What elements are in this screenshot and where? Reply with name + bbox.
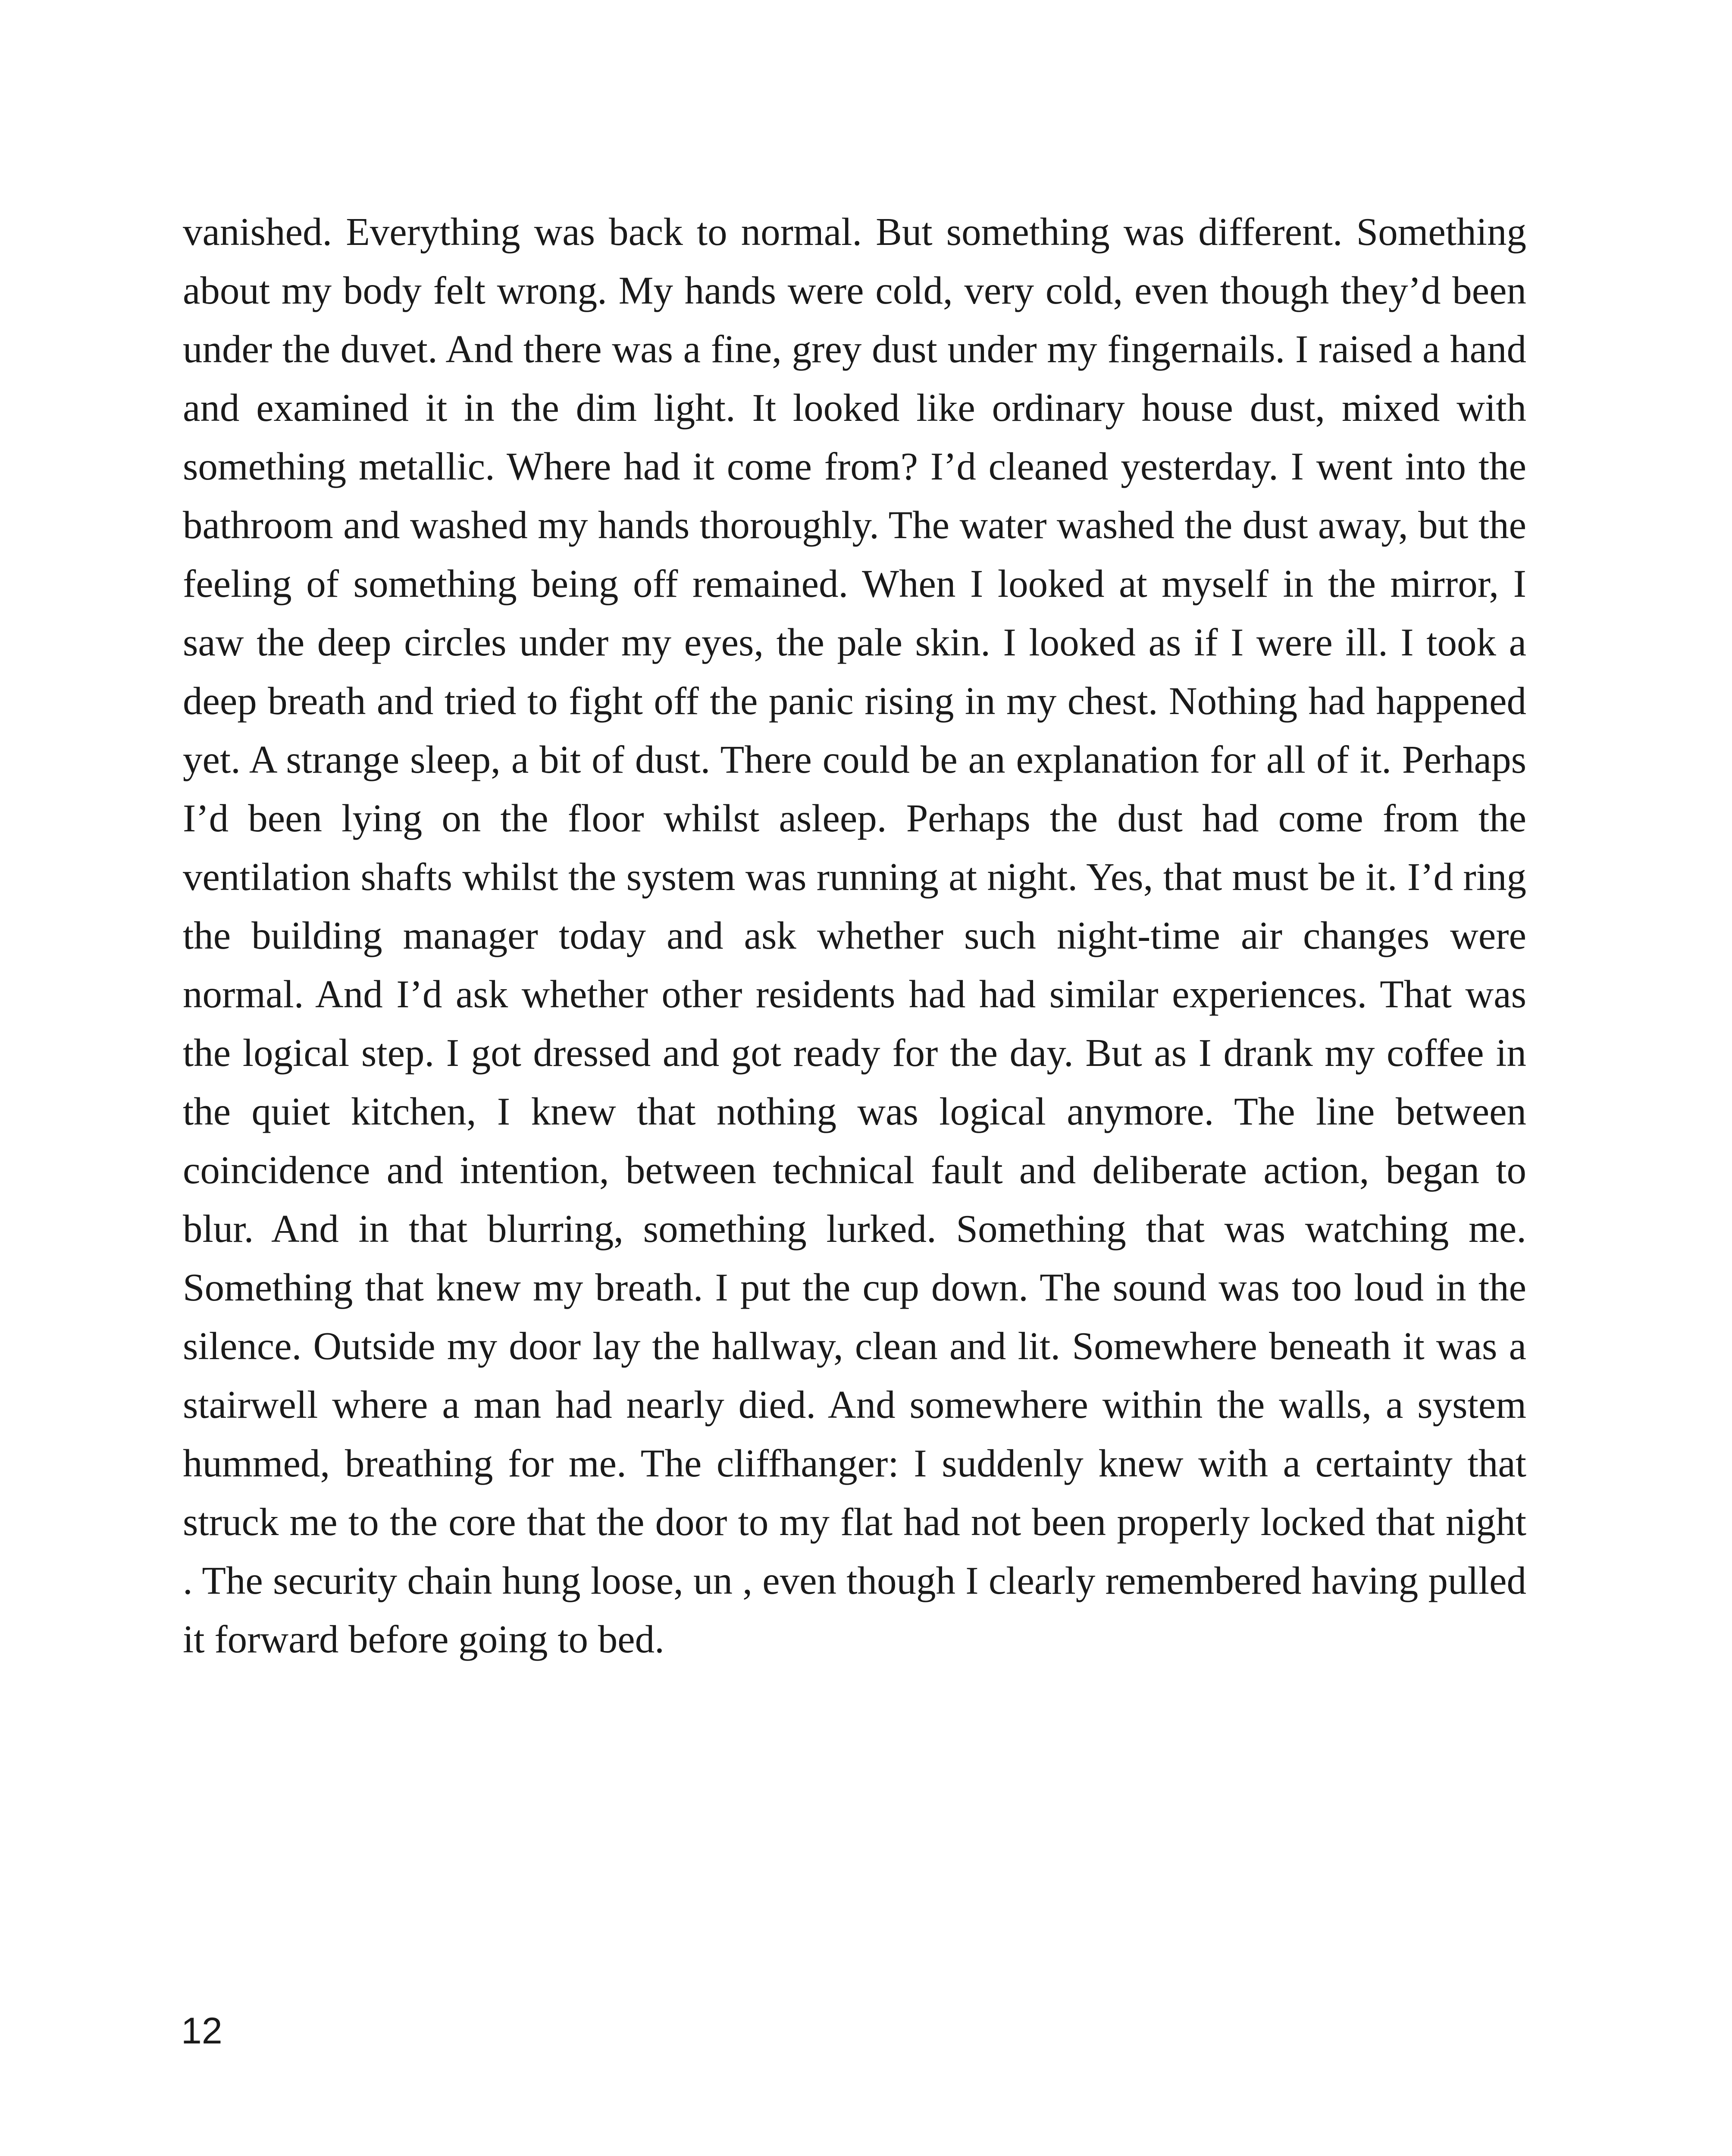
body-paragraph: vanished. Everything was back to normal. But something was different. Something about my body felt wrong. My hands were cold, very cold, even though they’d been under the duvet. And there was a fine, grey dust under my fingernails. I raised a hand and examined it in the dim light. It looked like ordinary house dust, mixed with something metallic. Where had it come from? I’d cleaned yesterday. I went into the bathroom and washed my hands thoroughly. The water washed the dust away, but the feeling of something being off remained. When I looked at myself in the mirror, I saw the deep circles under my eyes, the pale skin. I looked as if I were ill. I took a deep breath and tried to fight off the panic rising in my chest. Nothing had happened yet. A strange sleep, a bit of dust. There could be an explanation for all of it. Perhaps I’d been lying on the floor whilst asleep. Perhaps the dust had come from the ventilation shafts whilst the system was running at night. Yes, that must be it. I’d ring the building manager today and ask whether such night-time air changes were normal. And I’d ask whether other residents had had similar experiences. That was the logical step. I got dressed and got ready for the day. But as I drank my coffee in the quiet kitchen, I knew that nothing was logical anymore. The line between coincidence and intention, between technical fault and deliberate action, began to blur. And in that blurring, something lurked. Something that was watching me. Something that knew my breath. I put the cup down. The sound was too loud in the silence. Outside my door lay the hallway, clean and lit. Somewhere beneath it was a stairwell where a man had nearly died. And somewhere within the walls, a system hummed, breathing for me. The cliffhanger: I suddenly knew with a certainty that struck me to the core that the door to my flat had not been properly locked that night . The security chain hung loose, un , even though I clearly remembered having pulled it forward before going to bed.: [183, 210, 1526, 1661]
page-number: 12: [181, 2010, 222, 2052]
